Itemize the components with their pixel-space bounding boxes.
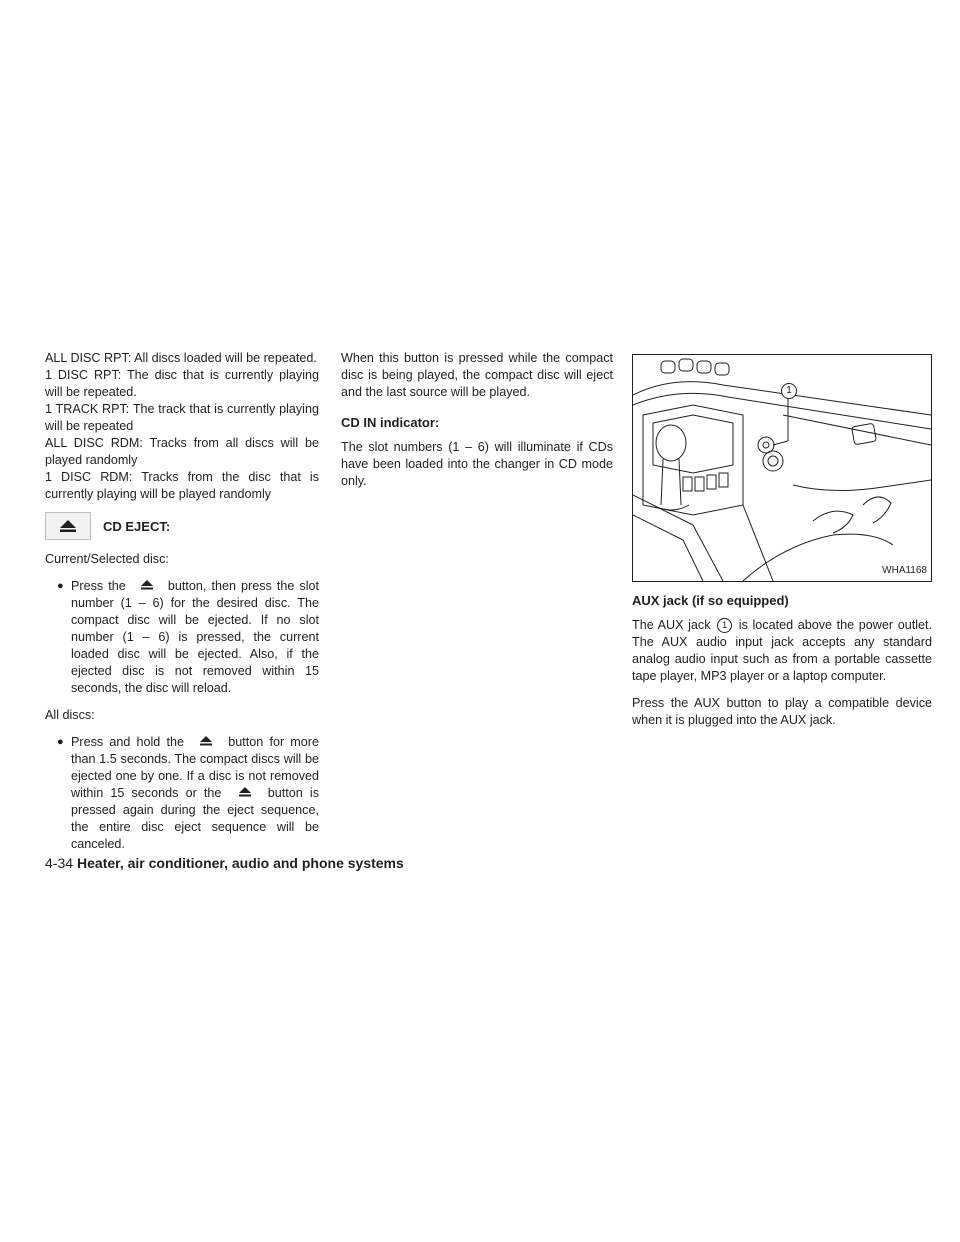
eject-icon [190, 734, 222, 751]
bullet-text: Press and hold the [71, 735, 184, 749]
right-column [632, 350, 932, 739]
mode-line: 1 DISC RPT: The disc that is currently playing will be repeated. [45, 368, 319, 399]
bullet-dot: ● [57, 580, 64, 592]
repeat-random-modes [45, 350, 319, 503]
figure-callout-1: 1 [781, 383, 797, 399]
circled-number-icon: 1 [717, 618, 732, 633]
aux-text: is located above the power outlet. The AUX audio input jack accepts any standard analog audio input such as from a portable cassette tape player, MP3 player or a laptop computer. [632, 618, 932, 683]
aux-text: The AUX jack [632, 618, 711, 632]
cd-eject-heading-row [45, 511, 319, 541]
all-discs-label: All discs: [45, 708, 95, 722]
bullet-text: button for more than 1.5 seconds. The compact discs will be ejected one by one. If a disc is not removed within 15 seconds or the [71, 735, 320, 800]
mode-line: 1 DISC RDM: Tracks from the disc that is currently playing will be played randomly [45, 470, 319, 501]
bullet-text: Press the [71, 579, 126, 593]
section-title: Heater, air conditioner, audio and phone systems [77, 855, 404, 871]
eject-icon [59, 519, 77, 533]
eject-icon [229, 785, 261, 802]
cd-in-heading: CD IN indicator: [341, 415, 440, 430]
aux-button-description: Press the AUX button to play a compatible device when it is plugged into the AUX jack. [632, 696, 932, 727]
aux-jack-description [632, 617, 932, 685]
mode-line: 1 TRACK RPT: The track that is currently playing will be repeated [45, 402, 319, 433]
bullet-dot: ● [57, 736, 64, 748]
middle-column [341, 350, 613, 500]
mode-line: ALL DISC RPT: All discs loaded will be repeated. [45, 351, 317, 365]
cd-eject-heading: CD EJECT: [103, 518, 171, 534]
bullet-text: button, then press the slot number (1 – 6) for the desired disc. The compact disc will be ejected. If no slot number (1 – 6) is pressed, the current loaded disc will be ejected. Also, if the ejected disc is not removed within 15 seconds, the disc will reload. [71, 579, 320, 695]
eject-description: When this button is pressed while the compact disc is being played, the compact disc will eject and the last source will be played. [341, 351, 613, 399]
left-column [45, 350, 319, 863]
figure-id: WHA1168 [880, 562, 929, 579]
page-number: 4-34 [45, 855, 74, 871]
eject-icon [131, 578, 163, 595]
aux-jack-illustration [632, 354, 932, 582]
eject-button-graphic [45, 512, 91, 540]
mode-line: ALL DISC RDM: Tracks from all discs will be played randomly [45, 436, 319, 467]
bullet-text: button is pressed again during the eject sequence, the entire disc eject sequence will be canceled. [71, 786, 319, 851]
page-footer [45, 855, 404, 871]
cd-in-description: The slot numbers (1 – 6) will illuminate if CDs have been loaded into the changer in CD mode only. [341, 440, 613, 488]
aux-jack-heading: AUX jack (if so equipped) [632, 593, 789, 608]
all-discs-bullet [45, 734, 319, 853]
current-disc-bullet [45, 578, 319, 697]
current-disc-label: Current/Selected disc: [45, 552, 169, 566]
